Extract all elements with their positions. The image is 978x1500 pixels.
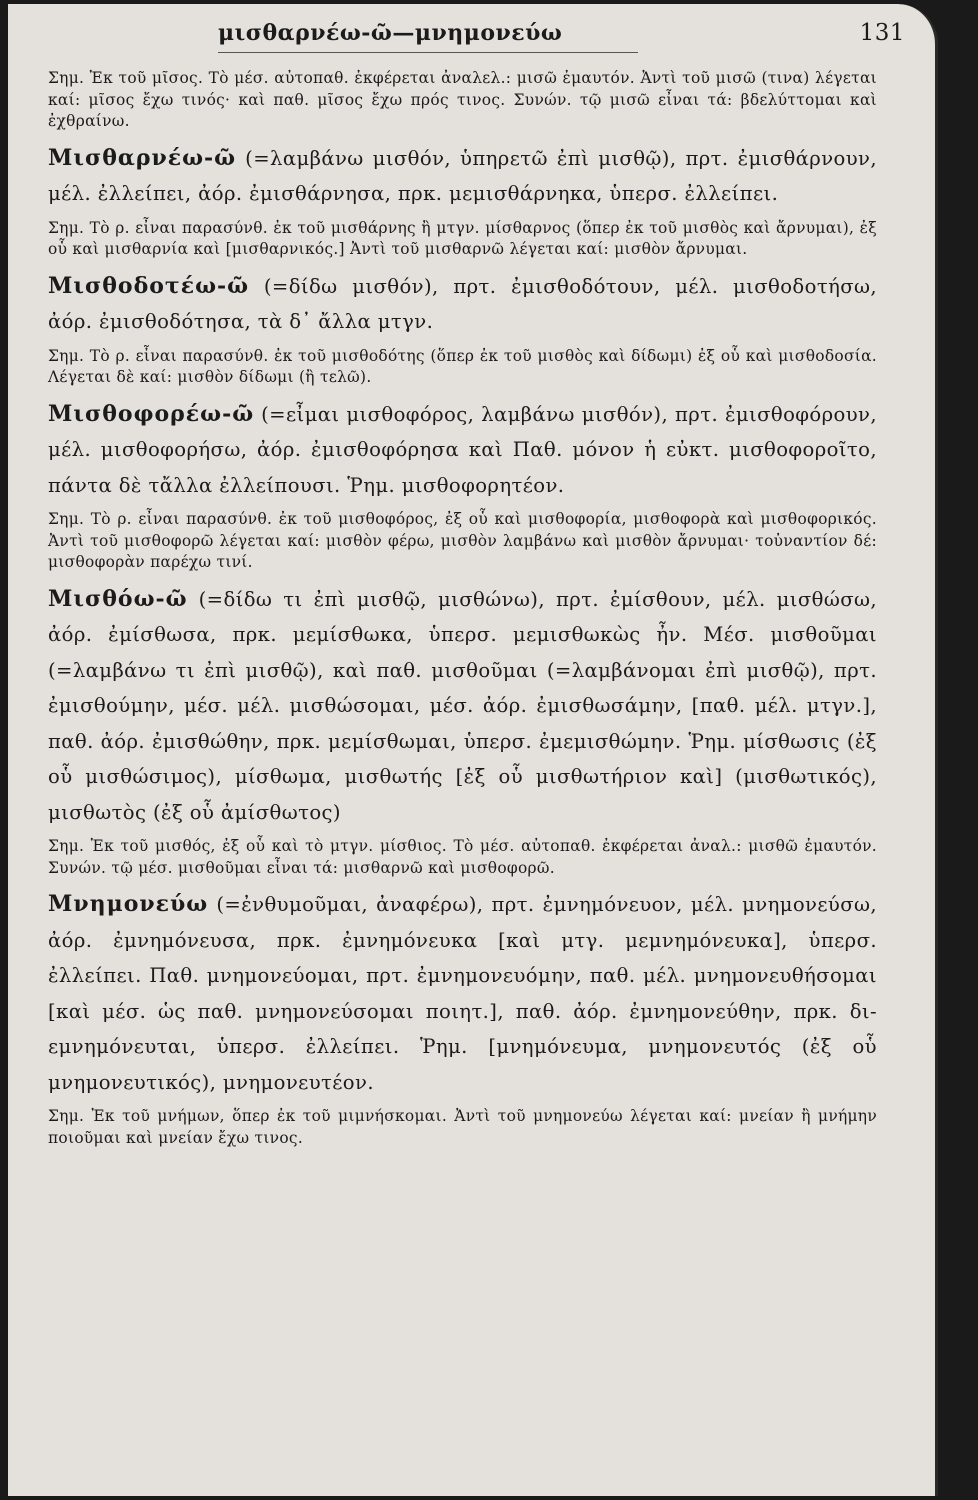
running-title: μισθαρνέω-ῶ—μνημονεύω (218, 20, 563, 46)
page-body (48, 68, 877, 1149)
lemma: Μισθοδοτέω-ῶ (48, 272, 250, 299)
lemma: Μισθαρνέω-ῶ (48, 144, 237, 171)
page-number: 131 (859, 20, 905, 46)
lemma: Μνημονεύω (48, 891, 209, 917)
entry-text: (=ἐνθυμοῦμαι, ἀναφέρω), πρτ. ἐμνημόνευον, μέλ. μνημονεύσω, ἀόρ. ἐμνημόνευσα, πρκ. ἐμνημόνευκα [καὶ μτγ. μεμνημόνευκα], ὑπερσ. ἐλλείπει. Παθ. μνημονεύομαι, πρτ. ἐμνημονευόμην, παθ. μέλ. μνημονευθήσομαι [καὶ μέσ. ὡς παθ. μνημονεύσομαι ποιητ.], παθ. ἀόρ. ἐμνημονεύθην, πρκ. δι-εμνημόνευται, ὑπερσ. ἐλλείπει. Ῥημ. [μνημόνευμα, μνημονευτός (ἐξ οὗ μνημονευτικός), μνημονευτέον. (48, 893, 877, 1094)
note-misthoo: Σημ. Ἐκ τοῦ μισθός, ἐξ οὗ καὶ τὸ μτγν. μίσθιος. Τὸ μέσ. αὐτοπαθ. ἐκφέρεται ἀναλ.: μισθῶ ἐμαυτόν. Συνών. τῷ μέσ. μισθοῦμαι εἶναι τά: μισθαρνῶ καὶ μισθοφορῶ. (48, 837, 877, 877)
lemma: Μισθόω-ῶ (48, 585, 188, 612)
note-misos: Σημ. Ἐκ τοῦ μῖσος. Τὸ μέσ. αὐτοπαθ. ἐκφέρεται ἀναλελ.: μισῶ ἐμαυτόν. Ἀντὶ τοῦ μισῶ (τινα) λέγεται καί: μῖσος ἔχω τινός· καὶ παθ. μῖσος ἔχω πρός τινος. Συνών. τῷ μισῶ εἶναι τά: βδελύττομαι καὶ ἐχθραίνω. (48, 69, 877, 130)
note-misthodoteo: Σημ. Τὸ ρ. εἶναι παρασύνθ. ἐκ τοῦ μισθοδότης (ὅπερ ἐκ τοῦ μισθὸς καὶ δίδωμι) ἐξ οὗ καὶ μισθοδοσία. Λέγεται δὲ καί: μισθὸν δίδωμι (ἢ τελῶ). (48, 346, 877, 386)
entry-misthodoteo (48, 269, 877, 340)
page-header (48, 20, 905, 54)
entry-text: (=λαμβάνω μισθόν, ὑπηρετῶ ἐπὶ μισθῷ), πρτ. ἐμισθάρνουν, μέλ. ἐλλείπει, ἀόρ. ἐμισθάρνησα, πρκ. μεμισθάρνηκα, ὑπερσ. ἐλλείπει. (48, 146, 877, 205)
entry-text: (=δίδω μισθόν), πρτ. ἐμισθοδότουν, μέλ. μισθοδοτήσω, ἀόρ. ἐμισθοδότησα, τὰ δ᾽ ἄλλα μτγν. (48, 274, 877, 333)
lemma: Μισθοφορέω-ῶ (48, 400, 255, 427)
entry-text: (=εἶμαι μισθοφόρος, λαμβάνω μισθόν), πρτ. ἐμισθοφόρουν, μέλ. μισθοφορήσω, ἀόρ. ἐμισθοφόρησα καὶ Παθ. μόνον ἡ εὐκτ. μισθοφοροῖτο, πάντα δὲ τἄλλα ἐλλείπουσι. Ῥημ. μισθοφορητέον. (48, 402, 877, 497)
header-rule (218, 52, 638, 53)
entry-misthoo (48, 582, 877, 831)
entry-misthamneo (48, 141, 877, 212)
note-mnemoneuo: Σημ. Ἐκ τοῦ μνήμων, ὅπερ ἐκ τοῦ μιμνήσκομαι. Ἀντὶ τοῦ μνημονεύω λέγεται καί: μνείαν ἢ μνήμην ποιοῦμαι καὶ μνείαν ἔχω τινος. (48, 1107, 877, 1147)
note-misthamneo: Σημ. Τὸ ρ. εἶναι παρασύνθ. ἐκ τοῦ μισθάρνης ἢ μτγν. μίσθαρνος (ὅπερ ἐκ τοῦ μισθὸς καὶ ἄρνυμαι), ἐξ οὗ καὶ μισθαρνία καὶ [μισθαρνικός.] Ἀντὶ τοῦ μισθαρνῶ λέγεται καί: μισθὸν ἄρνυμαι. (48, 218, 877, 258)
entry-text: (=δίδω τι ἐπὶ μισθῷ, μισθώνω), πρτ. ἐμίσθουν, μέλ. μισθώσω, ἀόρ. ἐμίσθωσα, πρκ. μεμίσθωκα, ὑπερσ. μεμισθωκὼς ἦν. Μέσ. μισθοῦμαι (=λαμβάνω τι ἐπὶ μισθῷ), καὶ παθ. μισθοῦμαι (=λαμβάνομαι ἐπὶ μισθῷ), πρτ. ἐμισθούμην, μέσ. μέλ. μισθώσομαι, μέσ. ἀόρ. ἐμισθωσάμην, [παθ. μέλ. μτγν.], παθ. ἀόρ. ἐμισθώθην, πρκ. μεμίσθωμαι, ὑπερσ. ἐμεμισθώμην. Ῥημ. μίσθωσις (ἐξ οὗ μισθώσιμος), μίσθωμα, μισθωτής [ἐξ οὗ μισθωτήριον καὶ] (μισθωτικός), μισθωτὸς (ἐξ οὗ ἀμίσθωτος) (48, 587, 877, 824)
entry-misthophoreo (48, 397, 877, 504)
entry-mnemoneuo (48, 887, 877, 1100)
book-page (8, 4, 938, 1496)
note-misthophoreo: Σημ. Τὸ ρ. εἶναι παρασύνθ. ἐκ τοῦ μισθοφόρος, ἐξ οὗ καὶ μισθοφορία, μισθοφορὰ καὶ μισθοφορικός. Ἀντὶ τοῦ μισθοφορῶ λέγεται καί: μισθὸν φέρω, μισθὸν λαμβάνω καὶ μισθὸν ἄρνυμαι· τοὐναντίον δέ: μισθοφορὰν παρέχω τινί. (48, 510, 877, 571)
